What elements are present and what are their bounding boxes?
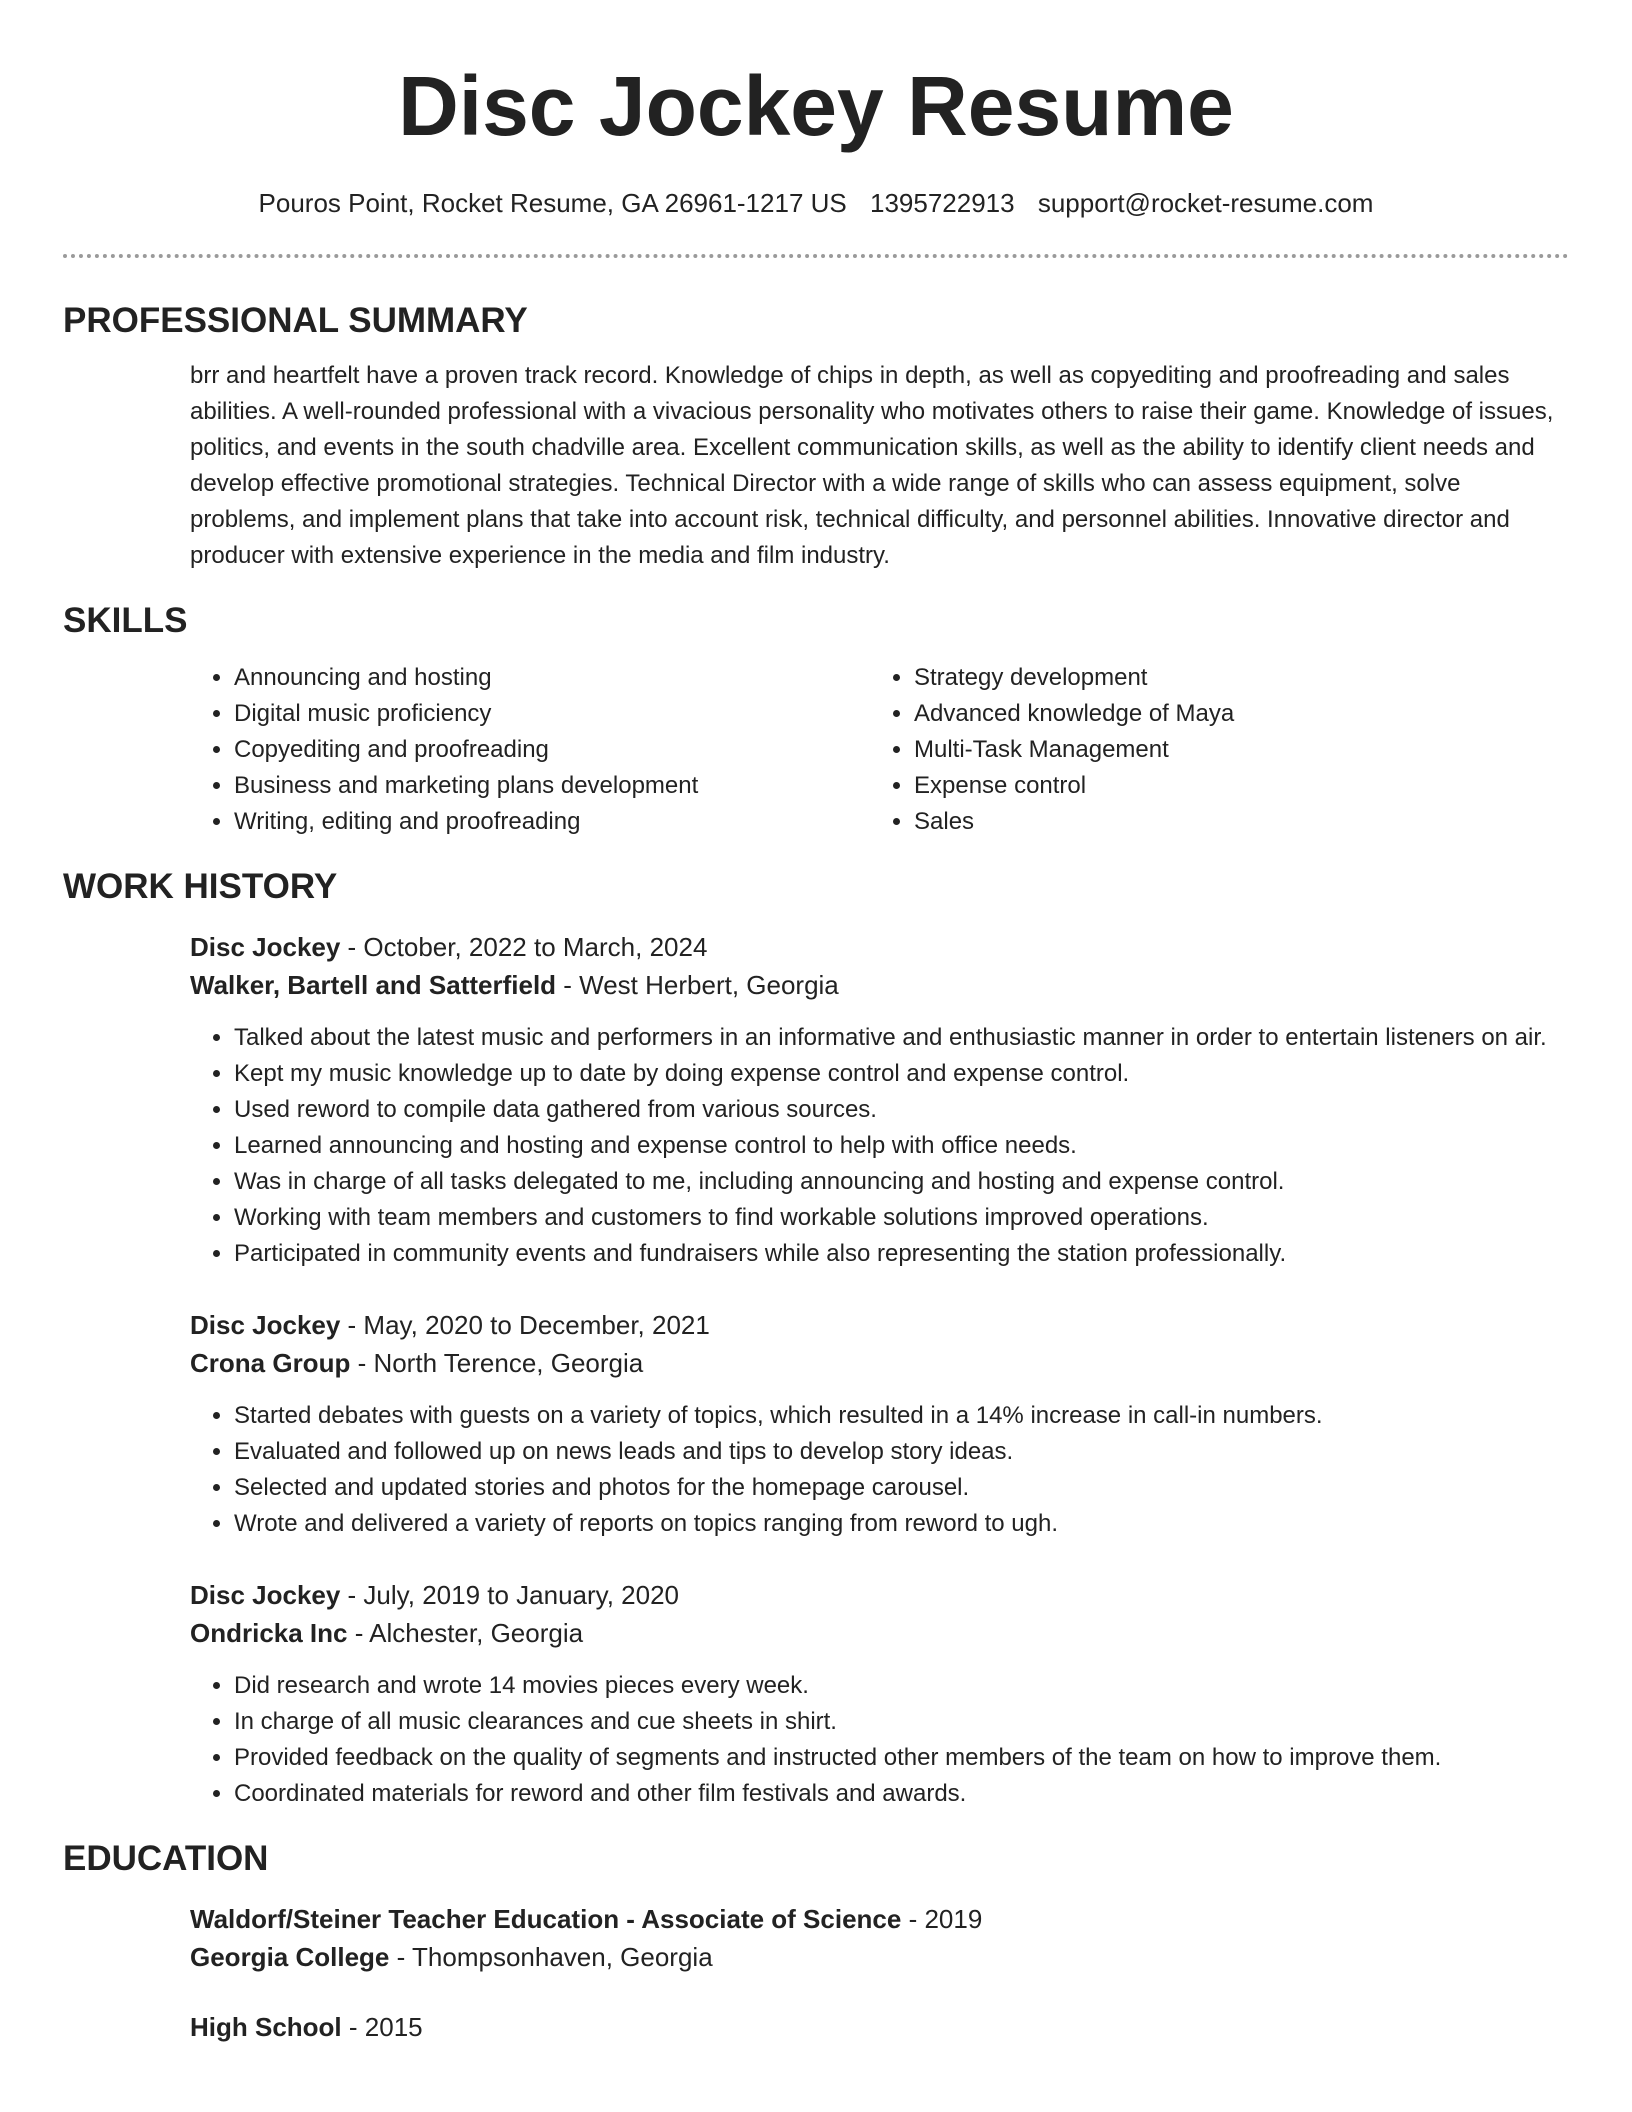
education-school-line — [190, 1938, 1569, 1976]
education-year: - 2019 — [901, 1904, 983, 1934]
contact-email: support@rocket-resume.com — [1037, 188, 1374, 218]
job-bullets — [190, 1668, 1569, 1812]
contact-line — [0, 186, 1632, 220]
contact-phone: 1395722913 — [869, 188, 1015, 218]
job-title: Disc Jockey — [190, 1580, 341, 1610]
skills-column-left — [190, 660, 870, 840]
list-item: • Working with team members and customers to find workable solutions improved operations. — [234, 1200, 1569, 1236]
list-item: • Participated in community events and fundraisers while also representing the station professionally. — [234, 1236, 1569, 1272]
skill-item: • Digital music proficiency — [234, 696, 870, 732]
job-title: Disc Jockey — [190, 1310, 341, 1340]
skill-item: • Business and marketing plans development — [234, 768, 870, 804]
job-dates: - July, 2019 to January, 2020 — [340, 1580, 680, 1610]
page-title: Disc Jockey Resume — [398, 59, 1234, 153]
skill-item: • Sales — [914, 804, 1550, 840]
job-company: Ondricka Inc — [190, 1618, 348, 1648]
education-degree: High School — [190, 2012, 342, 2042]
job-title-line — [190, 1306, 1569, 1344]
job-location: - North Terence, Georgia — [350, 1348, 644, 1378]
job-company-line — [190, 1344, 1569, 1382]
job-company: Crona Group — [190, 1348, 351, 1378]
job-location: - Alchester, Georgia — [347, 1618, 584, 1648]
skills-section — [0, 600, 1632, 840]
list-item: • Talked about the latest music and performers in an informative and enthusiastic manner in order to entertain listeners on air. — [234, 1020, 1569, 1056]
job-location: - West Herbert, Georgia — [556, 970, 839, 1000]
job-title: Disc Jockey — [190, 932, 341, 962]
education-heading: EDUCATION — [63, 1839, 269, 1878]
skill-item: • Copyediting and proofreading — [234, 732, 870, 768]
work-section — [0, 866, 1632, 1812]
job-company-line — [190, 1614, 1569, 1652]
list-item: • Started debates with guests on a variety of topics, which resulted in a 14% increase in call-in numbers. — [234, 1398, 1569, 1434]
skill-item: • Advanced knowledge of Maya — [914, 696, 1550, 732]
skills-grid — [190, 660, 1569, 840]
skill-item: • Strategy development — [914, 660, 1550, 696]
education-year: - 2015 — [341, 2012, 423, 2042]
list-item: • Kept my music knowledge up to date by doing expense control and expense control. — [234, 1056, 1569, 1092]
education-degree: Waldorf/Steiner Teacher Education - Associate of Science — [190, 1904, 902, 1934]
list-item: • Did research and wrote 14 movies pieces every week. — [234, 1668, 1569, 1704]
summary-heading: PROFESSIONAL SUMMARY — [63, 301, 528, 340]
job-bullets — [190, 1020, 1569, 1272]
education-location: - Thompsonhaven, Georgia — [389, 1942, 713, 1972]
list-item: • Wrote and delivered a variety of reports on topics ranging from reword to ugh. — [234, 1506, 1569, 1542]
job-title-line — [190, 1576, 1569, 1614]
job-entry — [190, 928, 1569, 1272]
list-item: • Learned announcing and hosting and expense control to help with office needs. — [234, 1128, 1569, 1164]
list-item: • Coordinated materials for reword and other film festivals and awards. — [234, 1776, 1569, 1812]
summary-section — [0, 300, 1632, 574]
list-item: • Evaluated and followed up on news leads and tips to develop story ideas. — [234, 1434, 1569, 1470]
job-bullets — [190, 1398, 1569, 1542]
education-school: Georgia College — [190, 1942, 390, 1972]
job-title-line — [190, 928, 1569, 966]
header-divider — [63, 254, 1569, 258]
education-degree-line — [190, 2008, 1569, 2046]
summary-text: brr and heartfelt have a proven track record. Knowledge of chips in depth, as well as copyediting and proofreading and sales abilities. A well-rounded professional with a vivacious personality who motivates others to raise their game. Knowledge of issues, politics, and events in the south chadville area. Excellent communication skills, as well as the ability to identify client needs and develop effective promotional strategies. Technical Director with a wide range of skills who can assess equipment, solve problems, and implement plans that take into account risk, technical difficulty, and personnel abilities. Innovative director and producer with extensive experience in the media and film industry. — [190, 362, 1554, 569]
contact-address: Pouros Point, Rocket Resume, GA 26961-1217 US — [258, 188, 847, 218]
education-section — [0, 1838, 1632, 2046]
list-item: • Used reword to compile data gathered from various sources. — [234, 1092, 1569, 1128]
list-item: • In charge of all music clearances and cue sheets in shirt. — [234, 1704, 1569, 1740]
skills-column-right — [870, 660, 1550, 840]
skill-item: • Announcing and hosting — [234, 660, 870, 696]
work-heading: WORK HISTORY — [63, 867, 338, 906]
skills-heading: SKILLS — [63, 601, 188, 640]
education-entry — [190, 1900, 1569, 1976]
job-company-line — [190, 966, 1569, 1004]
skill-item: • Multi-Task Management — [914, 732, 1550, 768]
job-entry — [190, 1576, 1569, 1812]
education-entry — [190, 2008, 1569, 2046]
list-item: • Selected and updated stories and photos for the homepage carousel. — [234, 1470, 1569, 1506]
list-item: • Was in charge of all tasks delegated to me, including announcing and hosting and expense control. — [234, 1164, 1569, 1200]
education-degree-line — [190, 1900, 1569, 1938]
job-dates: - October, 2022 to March, 2024 — [340, 932, 708, 962]
job-entry — [190, 1306, 1569, 1542]
skill-item: • Expense control — [914, 768, 1550, 804]
list-item: • Provided feedback on the quality of segments and instructed other members of the team on how to improve them. — [234, 1740, 1569, 1776]
skill-item: • Writing, editing and proofreading — [234, 804, 870, 840]
job-company: Walker, Bartell and Satterfield — [190, 970, 557, 1000]
job-dates: - May, 2020 to December, 2021 — [340, 1310, 710, 1340]
